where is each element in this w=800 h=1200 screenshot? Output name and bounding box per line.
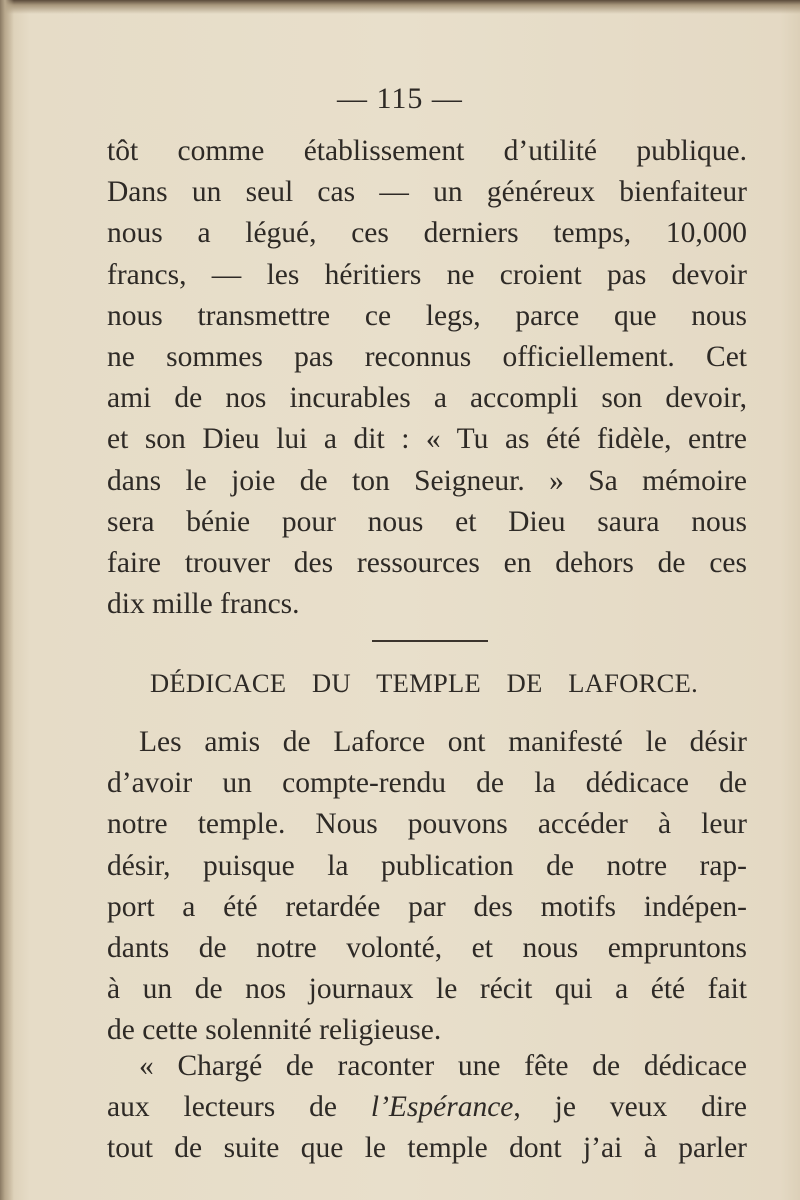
- text-line: sera bénie pour nous et Dieu saura nous: [107, 505, 747, 538]
- text-line: désir, puisque la publication de notre rap-: [107, 849, 747, 882]
- paragraph-1: [107, 131, 747, 625]
- text-segment: , je veux dire: [513, 1091, 747, 1124]
- text-line: notre temple. Nous pouvons accéder à leur: [107, 808, 747, 841]
- page-number: — 115 —: [337, 82, 463, 115]
- text-line: tout de suite que le temple dont j’ai à parler: [107, 1132, 747, 1165]
- text-line: « Chargé de raconter une fête de dédicace: [139, 1050, 747, 1082]
- text-line: ami de nos incurables a accompli son devoir,: [107, 382, 747, 415]
- text-line: nous transmettre ce legs, parce que nous: [107, 299, 747, 332]
- text-segment: aux lecteurs de: [107, 1091, 371, 1124]
- text-line: francs, — les héritiers ne croient pas devoir: [107, 258, 747, 291]
- text-line-with-italic: [107, 1087, 747, 1128]
- text-line: Les amis de Laforce ont manifesté le désir: [139, 726, 747, 758]
- section-heading: DÉDICACE DU TEMPLE DE LAFORCE.: [150, 668, 698, 698]
- text-line: ne sommes pas reconnus officiellement. Cet: [107, 340, 747, 373]
- paragraph-2: [107, 722, 747, 1052]
- text-line: dans le joie de ton Seigneur. » Sa mémoire: [107, 464, 747, 497]
- section-divider: [372, 640, 488, 642]
- text-line: dants de notre volonté, et nous empruntons: [107, 931, 747, 964]
- text-line: tôt comme établissement d’utilité publique.: [107, 135, 747, 167]
- text-line: port a été retardée par des motifs indépen-: [107, 890, 747, 923]
- page-binding-edge: [0, 0, 14, 1200]
- page-top-edge: [0, 0, 800, 14]
- text-line: dix mille francs.: [107, 588, 300, 621]
- paragraph-3: [107, 1046, 747, 1170]
- text-line: de cette solennité religieuse.: [107, 1014, 442, 1047]
- italic-title: l’Espérance: [370, 1091, 514, 1124]
- text-line: Dans un seul cas — un généreux bienfaiteur: [107, 176, 747, 209]
- text-line: faire trouver des ressources en dehors de ces: [107, 546, 747, 579]
- text-line: d’avoir un compte-rendu de la dédicace de: [107, 767, 747, 800]
- text-line: et son Dieu lui a dit : « Tu as été fidèle, entre: [107, 423, 747, 456]
- text-line: nous a légué, ces derniers temps, 10,000: [107, 217, 747, 250]
- text-line: à un de nos journaux le récit qui a été fait: [107, 973, 747, 1006]
